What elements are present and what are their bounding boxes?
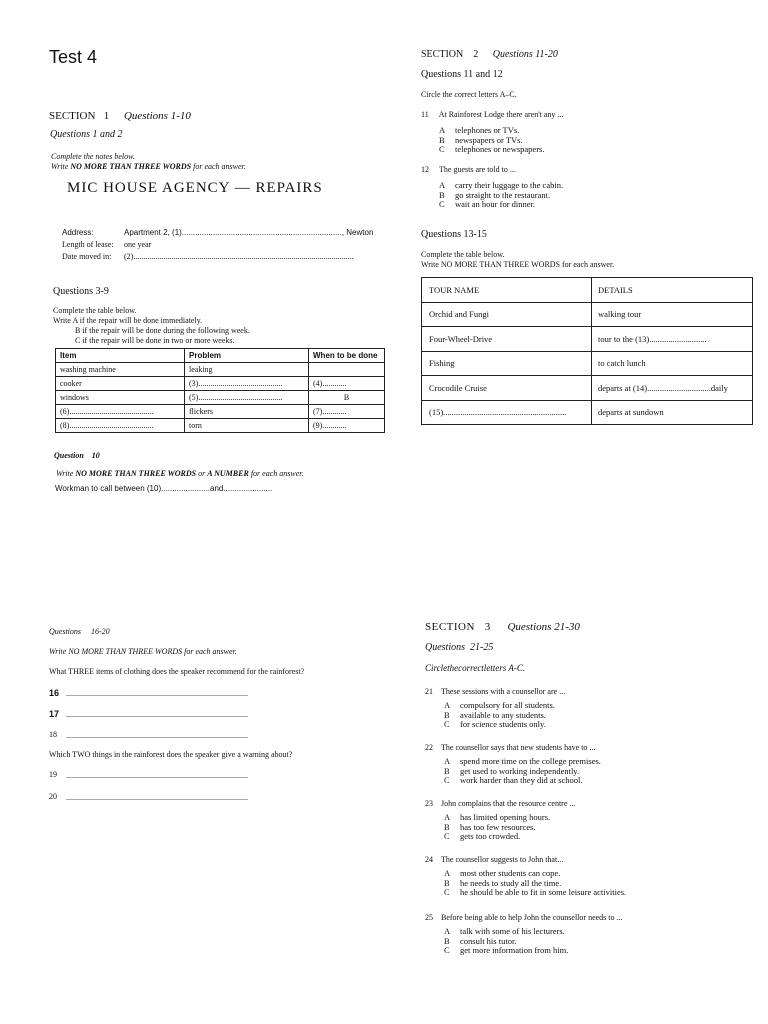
questions-3-9-heading: Questions 3-9 <box>53 286 109 297</box>
table-row <box>56 419 385 433</box>
option-text: get more information from him. <box>460 945 569 955</box>
section1-questions: Questions 1-10 <box>123 110 191 122</box>
address-label: Address: <box>62 228 94 237</box>
instr-part: for each answer. <box>191 162 246 171</box>
option-letter: A <box>444 756 451 766</box>
blank-number: 20 <box>49 792 57 801</box>
table-header-row <box>422 278 753 303</box>
blank-number: 16 <box>49 688 60 698</box>
table-instr-c: C if the repair will be done in two or more weeks. <box>75 336 235 345</box>
option-letter: B <box>444 765 450 776</box>
option-letter: B <box>444 877 450 888</box>
option-text: he needs to study all the time. <box>460 877 562 888</box>
option-letter: C <box>444 831 450 841</box>
q-text: John complains that the resource centre ... <box>441 799 576 808</box>
notes-instruction: Complete the notes below. <box>51 152 135 161</box>
option-letter: B <box>444 821 450 832</box>
question-stem <box>425 913 755 922</box>
section3-questions-list <box>425 687 755 969</box>
option-letter: C <box>444 775 450 785</box>
option-text: compulsory for all students. <box>460 700 555 710</box>
questions-16-20-heading: Questions 16-20 <box>49 627 110 636</box>
instr-emphasis: A NUMBER <box>207 469 249 478</box>
section2-heading <box>421 49 558 60</box>
cell: (5).......................................... <box>185 391 309 405</box>
answer-blank-19: ........................................................................................... <box>66 771 248 780</box>
option-text: most other students can cope. <box>460 868 561 878</box>
cell: (4)............ <box>309 377 385 391</box>
options <box>444 869 755 898</box>
option-letter: A <box>444 812 451 822</box>
table-instr: Complete the table below. <box>53 306 137 315</box>
cell: torn <box>185 419 309 433</box>
options <box>444 701 755 730</box>
q-number: 25 <box>425 913 433 922</box>
q-text: The counsellor says that new students have to ... <box>441 743 596 752</box>
table-row <box>422 376 753 401</box>
table-instr-a: Write A if the repair will be done immediately. <box>53 316 203 325</box>
table-header-row <box>56 349 385 363</box>
section3-questions: Questions 21-30 <box>507 621 580 633</box>
option-text: wait an hour for dinner. <box>455 199 536 209</box>
option-text: newspapers or TVs. <box>455 134 523 145</box>
table-row <box>422 400 753 425</box>
option <box>444 946 755 956</box>
question-11-options <box>439 126 544 155</box>
option-text: available to any students. <box>460 709 546 720</box>
cell: walking tour <box>592 302 753 327</box>
address-value: Apartment 2, (1)........................................................................, Newton <box>124 228 374 237</box>
cell: leaking <box>185 363 309 377</box>
cell: Crocodile Cruise <box>422 376 592 401</box>
option-text: telephones or newspapers. <box>455 144 545 154</box>
option-letter: B <box>439 189 445 200</box>
option-text: for science students only. <box>460 719 546 729</box>
col-tour-name: TOUR NAME <box>422 278 592 303</box>
question-22 <box>425 743 755 799</box>
circle-instruction: Circle the correct letters A–C. <box>421 90 517 99</box>
section3-label: SECTION 3 <box>425 621 491 633</box>
option-text: talk with some of his lecturers. <box>460 926 565 936</box>
question-21 <box>425 687 755 743</box>
option <box>444 720 755 730</box>
instr-part: for each answer. <box>248 469 304 478</box>
section2-label: SECTION 2 <box>421 49 479 60</box>
q-number: 23 <box>425 799 433 808</box>
q-text: The counsellor suggests to John that... <box>441 855 564 864</box>
option-letter: B <box>444 935 450 946</box>
instr-part: Write <box>56 469 76 478</box>
cell: Orchid and Fungi <box>422 302 592 327</box>
question-11 <box>421 110 563 119</box>
option <box>439 200 563 210</box>
cell: Fishing <box>422 351 592 376</box>
option-text: spend more time on the college premises. <box>460 756 601 766</box>
tour-table-instructions <box>421 250 614 270</box>
q-number: 12 <box>421 165 429 174</box>
q-number: 21 <box>425 687 433 696</box>
q-number: 22 <box>425 743 433 752</box>
table-row <box>422 351 753 376</box>
cell: flickers <box>185 405 309 419</box>
options <box>444 927 755 956</box>
repairs-table <box>55 348 385 433</box>
option-letter: C <box>439 144 445 154</box>
section3-heading <box>425 621 580 633</box>
clothing-question: What THREE items of clothing does the speaker recommend for the rainforest? <box>49 667 305 676</box>
option-letter: B <box>439 134 445 145</box>
lease-value: one year <box>124 240 152 249</box>
cell: washing machine <box>56 363 185 377</box>
questions-13-15-heading: Questions 13-15 <box>421 229 487 240</box>
question-23 <box>425 799 755 855</box>
question-12-options <box>439 181 563 210</box>
moved-value: (2).............................................................................................................. <box>124 252 354 261</box>
option-letter: A <box>444 700 451 710</box>
option-text: get used to working independently. <box>460 765 580 776</box>
question-stem <box>425 799 755 808</box>
option-letter: C <box>444 719 450 729</box>
section1-heading <box>49 110 191 122</box>
option-text: telephones or TVs. <box>455 125 520 135</box>
q-text: At Rainforest Lodge there aren't any ... <box>438 110 564 119</box>
col-problem: Problem <box>185 349 309 363</box>
instr-part: Write <box>51 162 71 171</box>
option <box>444 832 755 842</box>
blank-number: 19 <box>49 770 57 779</box>
cell: Four-Wheel-Drive <box>422 327 592 352</box>
option-letter: A <box>439 180 446 190</box>
cell: to catch lunch <box>592 351 753 376</box>
q-text: These sessions with a counsellor are ... <box>441 687 566 696</box>
blank-number: 17 <box>49 709 60 719</box>
circle-instruction-3: Circlethecorrectletters A-C. <box>425 663 526 673</box>
cell: departs at sundown <box>592 400 753 425</box>
questions-16-20-instruction: Write NO MORE THAN THREE WORDS for each answer. <box>49 647 237 656</box>
tour-instr-1: Complete the table below. <box>421 250 505 259</box>
option-text: carry their luggage to the cabin. <box>455 180 564 190</box>
option <box>439 145 544 155</box>
option-letter: A <box>439 125 446 135</box>
option-text: has too few resources. <box>460 821 536 832</box>
answer-blank-16: ........................................................................................... <box>66 689 248 698</box>
cell: (15).......................................................... <box>422 400 592 425</box>
table-row <box>56 377 385 391</box>
cell <box>309 363 385 377</box>
option-letter: C <box>444 887 450 897</box>
question-10-instruction <box>56 469 303 478</box>
cell: windows <box>56 391 185 405</box>
questions-1-2-heading: Questions 1 and 2 <box>50 129 123 140</box>
option-text: gets too crowded. <box>460 831 521 841</box>
workman-line: Workman to call between (10)......................and...................... <box>55 484 273 493</box>
cell: (8).......................................... <box>56 419 185 433</box>
q-text: Before being able to help John the counsellor needs to ... <box>441 913 623 922</box>
question-stem <box>425 855 755 864</box>
questions-21-25-heading: Questions 21-25 <box>425 642 494 653</box>
q-number: 11 <box>421 110 429 119</box>
section2-questions: Questions 11-20 <box>492 49 558 60</box>
table-instructions <box>53 306 250 346</box>
col-details: DETAILS <box>592 278 753 303</box>
answer-blank-20: ........................................................................................... <box>66 793 248 802</box>
answer-blank-18: ........................................................................................... <box>66 731 248 740</box>
option-letter: A <box>444 926 451 936</box>
option-text: has limited opening hours. <box>460 812 551 822</box>
tour-instr-2: Write NO MORE THAN THREE WORDS for each answer. <box>421 260 615 269</box>
question-stem <box>425 687 755 696</box>
table-row <box>422 302 753 327</box>
option-letter: C <box>439 199 445 209</box>
table-row <box>422 327 753 352</box>
cell: (7)............ <box>309 405 385 419</box>
warning-question: Which TWO things in the rainforest does the speaker give a warning about? <box>49 750 293 759</box>
options <box>444 757 755 786</box>
q-text: The guests are told to ... <box>439 165 516 174</box>
moved-label: Date moved in: <box>62 252 112 261</box>
option-text: work harder than they did at school. <box>460 775 583 785</box>
word-limit-instruction <box>51 162 246 171</box>
questions-11-12-heading: Questions 11 and 12 <box>421 69 503 80</box>
cell: B <box>309 391 385 405</box>
page-title: Test 4 <box>49 47 98 67</box>
cell: (9)............ <box>309 419 385 433</box>
agency-title: MIC HOUSE AGENCY — REPAIRS <box>67 180 323 196</box>
options <box>444 813 755 842</box>
table-row <box>56 391 385 405</box>
cell: (6).......................................... <box>56 405 185 419</box>
option-text: he should be able to fit in some leisure activities. <box>460 887 627 897</box>
cell: cooker <box>56 377 185 391</box>
cell: (3).......................................... <box>185 377 309 391</box>
answer-blank-17: ........................................................................................... <box>66 710 248 719</box>
table-row <box>56 363 385 377</box>
tour-table <box>421 277 753 425</box>
blank-number: 18 <box>49 730 57 739</box>
table-instr-b: B if the repair will be done during the following week. <box>75 326 250 335</box>
instr-emphasis: NO MORE THAN THREE WORDS <box>70 162 192 171</box>
instr-emphasis: NO MORE THAN THREE WORDS <box>75 469 197 478</box>
option-text: consult his tutor. <box>460 935 517 946</box>
question-24 <box>425 855 755 913</box>
question-25 <box>425 913 755 969</box>
table-row <box>56 405 385 419</box>
question-10-heading: Question 10 <box>54 451 100 460</box>
q-number: 24 <box>425 855 433 864</box>
col-when: When to be done <box>309 349 385 363</box>
option-letter: C <box>444 945 450 955</box>
option-letter: B <box>444 709 450 720</box>
instr-part: or <box>196 469 208 478</box>
lease-label: Length of lease: <box>62 240 114 249</box>
section1-label: SECTION 1 <box>49 110 110 122</box>
question-stem <box>425 743 755 752</box>
col-item: Item <box>56 349 185 363</box>
cell: departs at (14)..............................daily <box>592 376 753 401</box>
option <box>444 776 755 786</box>
option-letter: A <box>444 868 451 878</box>
option <box>444 888 755 898</box>
cell: tour to the (13)........................... <box>592 327 753 352</box>
option-text: go straight to the restaurant. <box>455 189 551 200</box>
question-12 <box>421 165 516 174</box>
